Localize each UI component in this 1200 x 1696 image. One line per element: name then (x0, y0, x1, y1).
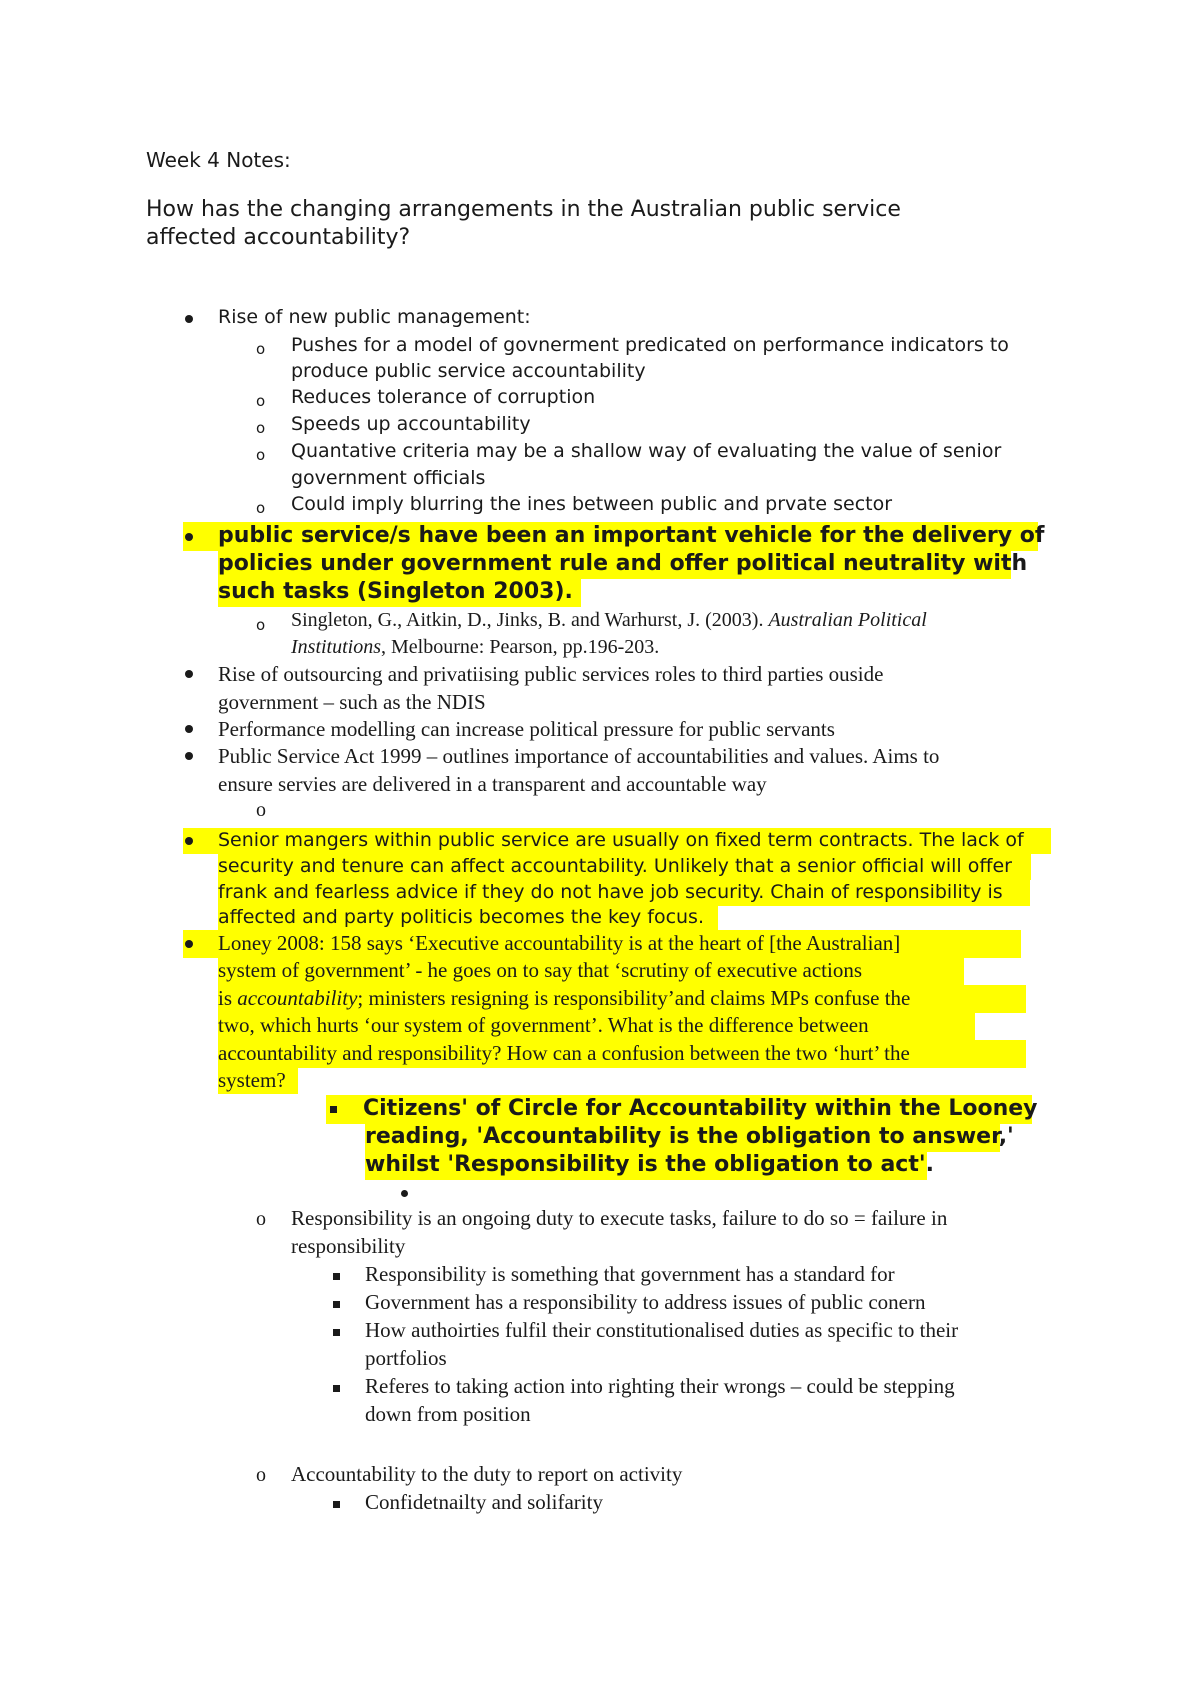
npm-sub-2: Reduces tolerance of corruption (291, 386, 596, 408)
performance-modelling: Performance modelling can increase political pressure for public servants (218, 717, 835, 741)
responsibility-sub-3-line-1: How authoirties fulfil their constitutionalised duties as specific to their (365, 1318, 959, 1342)
bullet-dot-icon (185, 837, 193, 845)
senior-managers-line-2: security and tenure can affect accountability. Unlikely that a senior official will offer (218, 855, 1012, 877)
singleton-line-2: policies under government rule and offer political neutrality with (218, 551, 1028, 576)
reference-title: Australian Political (768, 609, 927, 631)
square-bullet-icon (333, 1273, 340, 1280)
loney-italic: accountability (237, 986, 358, 1010)
responsibility-sub-4-line-2: down from position (365, 1402, 531, 1426)
circle-bullet-icon: o (256, 392, 266, 410)
circle-bullet-icon: o (256, 446, 266, 464)
bullet-dot-icon (185, 752, 193, 760)
psa-line-1: Public Service Act 1999 – outlines importance of accountabilities and values. Aims to (218, 744, 940, 768)
circle-bullet-icon: o (256, 1208, 266, 1230)
responsibility-sub-4-line-1: Referes to taking action into righting their wrongs – could be stepping (365, 1374, 955, 1398)
responsibility-sub-2: Government has a responsibility to address issues of public conern (365, 1290, 926, 1314)
npm-sub-1-line-1: Pushes for a model of govnerment predicated on performance indicators to (291, 334, 1009, 356)
reference-title-cont: Institutions (291, 636, 382, 658)
circle-bullet-icon: o (256, 340, 266, 358)
square-bullet-icon (333, 1385, 340, 1392)
npm-sub-3: Speeds up accountability (291, 413, 531, 435)
bullet-dot-icon (401, 1190, 408, 1197)
accountability-sub-1: Confidetnailty and solifarity (365, 1490, 603, 1514)
singleton-reference-line-2 (291, 636, 659, 659)
singleton-reference-line-1 (291, 609, 927, 632)
loney-line-2: system of government’ - he goes on to say that ‘scrutiny of executive actions (218, 958, 863, 982)
circle-bullet-icon: o (256, 419, 266, 437)
loney-line-6: system? (218, 1068, 286, 1092)
square-bullet-icon (333, 1501, 340, 1508)
npm-sub-4-line-2: government officials (291, 467, 486, 489)
circle-bullet-icon: o (256, 1464, 266, 1486)
circle-bullet-icon: o (256, 799, 266, 821)
square-bullet-icon (330, 1106, 337, 1113)
outsourcing-line-1: Rise of outsourcing and privatiising public services roles to third parties ouside (218, 662, 884, 686)
responsibility-sub-1: Responsibility is something that government has a standard for (365, 1262, 895, 1286)
circle-bullet-icon: o (256, 616, 266, 634)
bullet-dot-icon (185, 940, 193, 948)
responsibility-sub-3-line-2: portfolios (365, 1346, 447, 1370)
singleton-line-1: public service/s have been an important vehicle for the delivery of (218, 523, 1045, 548)
loney-text: is (218, 986, 238, 1010)
bullet-dot-icon (185, 725, 193, 733)
reference-publisher: , Melbourne: Pearson, pp.196-203. (381, 636, 660, 658)
loney-line-4: two, which hurts ‘our system of government’. What is the difference between (218, 1013, 869, 1037)
week-label: Week 4 Notes: (146, 148, 291, 172)
citizens-line-3: whilst 'Responsibility is the obligation to act'. (365, 1152, 934, 1177)
bullet-dot-icon (185, 533, 193, 541)
bullet-dot-icon (185, 670, 193, 678)
senior-managers-line-1: Senior mangers within public service are usually on fixed term contracts. The lack of (218, 829, 1024, 851)
responsibility-line-1: Responsibility is an ongoing duty to execute tasks, failure to do so = failure in (291, 1206, 948, 1230)
psa-line-2: ensure servies are delivered in a transparent and accountable way (218, 772, 767, 796)
loney-text: ; ministers resigning is responsibility’and claims MPs confuse the (357, 986, 911, 1010)
reference-authors: Singleton, G., Aitkin, D., Jinks, B. and Warhurst, J. (2003). (291, 609, 769, 631)
square-bullet-icon (333, 1329, 340, 1336)
outsourcing-line-2: government – such as the NDIS (218, 690, 486, 714)
bullet-npm: Rise of new public management: (218, 306, 531, 328)
heading-line-2: affected accountability? (146, 225, 411, 250)
responsibility-line-2: responsibility (291, 1234, 406, 1258)
npm-sub-4-line-1: Quantative criteria may be a shallow way of evaluating the value of senior (291, 440, 1002, 462)
senior-managers-line-4: affected and party politicis becomes the key focus. (218, 906, 704, 928)
npm-sub-5: Could imply blurring the ines between public and prvate sector (291, 493, 893, 515)
citizens-line-1: Citizens' of Circle for Accountability within the Looney (363, 1096, 1038, 1121)
bullet-dot-icon (185, 315, 193, 323)
loney-line-5: accountability and responsibility? How can a confusion between the two ‘hurt’ the (218, 1041, 910, 1065)
heading-line-1: How has the changing arrangements in the Australian public service (146, 197, 901, 222)
npm-sub-1-line-2: produce public service accountability (291, 360, 646, 382)
senior-managers-line-3: frank and fearless advice if they do not have job security. Chain of responsibility is (218, 881, 1003, 903)
loney-line-3 (218, 986, 910, 1011)
square-bullet-icon (333, 1301, 340, 1308)
citizens-line-2: reading, 'Accountability is the obligation to answer,' (365, 1124, 1014, 1149)
circle-bullet-icon: o (256, 499, 266, 517)
loney-line-1: Loney 2008: 158 says ‘Executive accountability is at the heart of [the Australian] (218, 931, 901, 955)
singleton-line-3: such tasks (Singleton 2003). (218, 579, 573, 604)
accountability-line-1: Accountability to the duty to report on activity (291, 1462, 683, 1486)
